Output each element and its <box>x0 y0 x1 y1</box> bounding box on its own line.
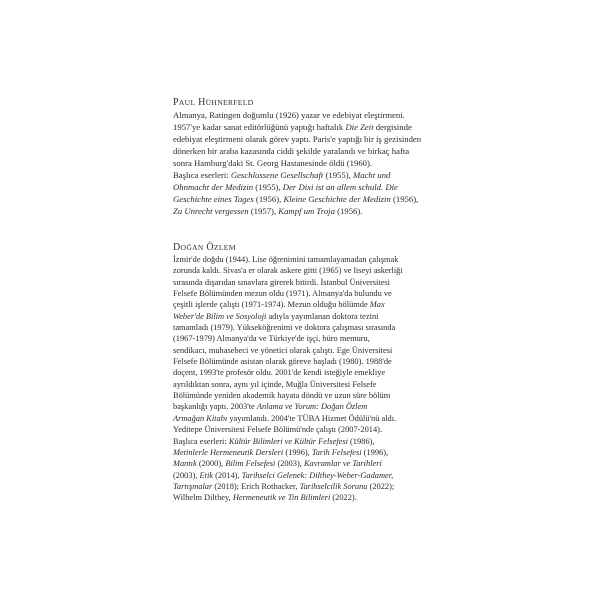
italic-title: Die Zeit <box>345 122 374 133</box>
text-run: (1986), <box>347 436 375 446</box>
text-run: (1956). <box>334 206 363 217</box>
text-line <box>173 458 443 469</box>
biography-huhnerfeld <box>173 97 443 217</box>
italic-title: Max <box>369 300 385 310</box>
italic-title: Tarihselci Gelenek: Dilthey-Weber-Gadamer, <box>241 470 394 480</box>
italic-title: Bilim Felsefesi <box>225 459 276 469</box>
biography-text <box>173 109 443 217</box>
biography-ozlem <box>173 242 443 504</box>
text-run: Başlıca eserleri: <box>173 170 231 181</box>
text-run: Felsefe Bölümünde asistan olarak göreve başladı (1980). 1988'de <box>173 357 392 367</box>
text-run: 1957'ye kadar sanat editörlüğünü yaptığı haftalık <box>173 122 346 133</box>
italic-title: Geschichte eines Tages <box>173 194 254 205</box>
italic-title: Tarih Felsefesi <box>311 447 362 457</box>
text-run: zorunda kaldı. Sivas'a er olarak askere gitti (1965) ve liseyi askerliği <box>173 266 403 276</box>
author-name: PAUL HÜHNERFELD <box>173 97 254 108</box>
text-run: (2018); Erich Rothacker, <box>212 481 300 491</box>
text-run: Başlıca eserleri: <box>173 436 229 446</box>
text-line <box>173 333 443 344</box>
text-line <box>173 470 443 481</box>
text-run: çeşitli işlerde çalıştı (1971-1974). Mezun olduğu bölümde <box>173 300 370 310</box>
text-run: (2003), <box>275 459 304 469</box>
italic-title: Mantık <box>173 459 197 469</box>
text-run: ayrıldıktan sonra, aynı yıl içinde, Muğla Üniversitesi Felsefe <box>173 379 377 389</box>
italic-title: Zu Unrecht vergessen <box>173 206 249 217</box>
text-line <box>173 299 443 310</box>
text-line <box>173 345 443 356</box>
text-line <box>173 481 443 492</box>
text-run: (1955), <box>253 182 283 193</box>
text-line <box>173 424 443 435</box>
text-run: (2014), <box>213 470 242 480</box>
text-line <box>173 181 443 193</box>
italic-title: Ohnmacht der Medizin <box>173 182 254 193</box>
text-line <box>173 193 443 205</box>
text-run: Almanya, Ratingen doğumlu (1926) yazar ve edebiyat eleştirmeni. <box>173 110 405 120</box>
text-line <box>173 145 443 157</box>
text-run: dergisinde <box>373 122 412 133</box>
text-line <box>173 367 443 378</box>
italic-title: Tartışmalar <box>173 481 213 491</box>
text-line <box>173 205 443 217</box>
text-run: (2003), <box>173 470 200 480</box>
text-line <box>173 322 443 333</box>
text-run: sırasında dışarıdan sınavlara girerek bitirdi. İstanbul Üniversitesi <box>173 277 390 287</box>
text-run: (1957), <box>248 206 279 217</box>
text-line <box>173 254 443 265</box>
italic-title: Kampf um Troja <box>278 206 335 217</box>
text-line <box>173 356 443 367</box>
text-run: tamamladı (1979). Yükseköğrenimi ve doktora çalışması sırasında <box>173 323 396 333</box>
text-line <box>173 401 443 412</box>
text-line <box>173 436 443 447</box>
italic-title: Kavramlar ve Tarihleri <box>303 459 382 469</box>
text-line <box>173 121 443 133</box>
italic-title: Tarihselcilik Sorunu <box>299 481 368 491</box>
text-run: adıyla yayımlanan doktora tezini <box>266 311 379 321</box>
italic-title: Etik <box>199 470 214 480</box>
text-line <box>173 288 443 299</box>
text-run: (2000), <box>196 459 226 469</box>
text-line <box>173 133 443 145</box>
biography-text <box>173 254 443 504</box>
text-run: sonra Hamburg'daki St. Georg Hastanesinde öldü (1960). <box>173 158 373 169</box>
italic-title: Kültür Bilimleri ve Kültür Felsefesi <box>228 436 348 446</box>
text-line <box>173 109 443 121</box>
italic-title: Metinlerle Hermeneutik Dersleri <box>173 447 284 457</box>
text-run: İzmir'de doğdu (1944). Lise öğrenimini tamamlayamadan çalışmak <box>173 255 399 264</box>
text-run: (2022). <box>330 493 357 503</box>
text-run: Felsefe Bölümünden mezun oldu (1971). Almanya'da bulundu ve <box>173 289 392 299</box>
text-line <box>173 447 443 458</box>
text-run: dönerken bir araba kazasında ciddi şekilde yaralandı ve birkaç hafta <box>173 146 410 157</box>
text-line <box>173 413 443 424</box>
italic-title: Anlama ve Yorum: Doğan Özlem <box>256 402 368 412</box>
text-run: (1956), <box>253 194 284 205</box>
text-line <box>173 379 443 390</box>
italic-title: Geschlossene Gesellschaft <box>230 170 324 181</box>
text-run: (2022); <box>367 481 395 491</box>
text-run: yayımlandı. 2004'te TÜBA Hizmet Ödülü'nü aldı. <box>227 413 397 423</box>
italic-title: Kleine Geschichte der Medizin <box>283 194 391 205</box>
text-line <box>173 157 443 169</box>
text-run: Bölümünde yeniden akademik hayata döndü ve uzun süre bölüm <box>173 391 391 401</box>
text-line <box>173 492 443 503</box>
author-name: DOĞAN ÖZLEM <box>173 242 236 253</box>
text-run: doçent, 1993'te profesör oldu. 2001'de kendi isteğiyle emekliye <box>173 368 386 378</box>
text-run: (1967-1979) Almanya'da ve Türkiye'de işçi, büro memuru, <box>173 334 370 344</box>
text-run: sendikacı, muhasebeci ve yönetici olarak çalıştı. Ege Üniversitesi <box>173 345 393 355</box>
italic-title: Macht und <box>352 170 391 181</box>
text-line <box>173 169 443 181</box>
text-run: Yeditepe Üniversitesi Felsefe Bölümü'nde çalıştı (2007-2014). <box>173 425 383 435</box>
text-run: (1996), <box>283 447 312 457</box>
text-run: Wilhelm Dilthey, <box>173 493 233 503</box>
text-run: başkanlığı yaptı. 2003'te <box>173 402 257 412</box>
italic-title: Armağan Kitabı <box>173 413 228 423</box>
text-line <box>173 277 443 288</box>
italic-title: Weber'de Bilim ve Sosyoloji <box>173 311 267 321</box>
text-run: (1996), <box>361 447 389 457</box>
text-run: (1955), <box>323 170 353 181</box>
text-run: edebiyat eleştirmeni olarak görev yaptı. Paris'e yaptığı bir iş gezisinden <box>173 134 422 145</box>
italic-title: Der Dixi ist an allem schuld. Die <box>282 182 398 193</box>
text-line <box>173 390 443 401</box>
text-run: (1956), <box>390 194 419 205</box>
italic-title: Hermeneutik ve Tin Bilimleri <box>232 493 331 503</box>
text-line <box>173 265 443 276</box>
text-line <box>173 311 443 322</box>
